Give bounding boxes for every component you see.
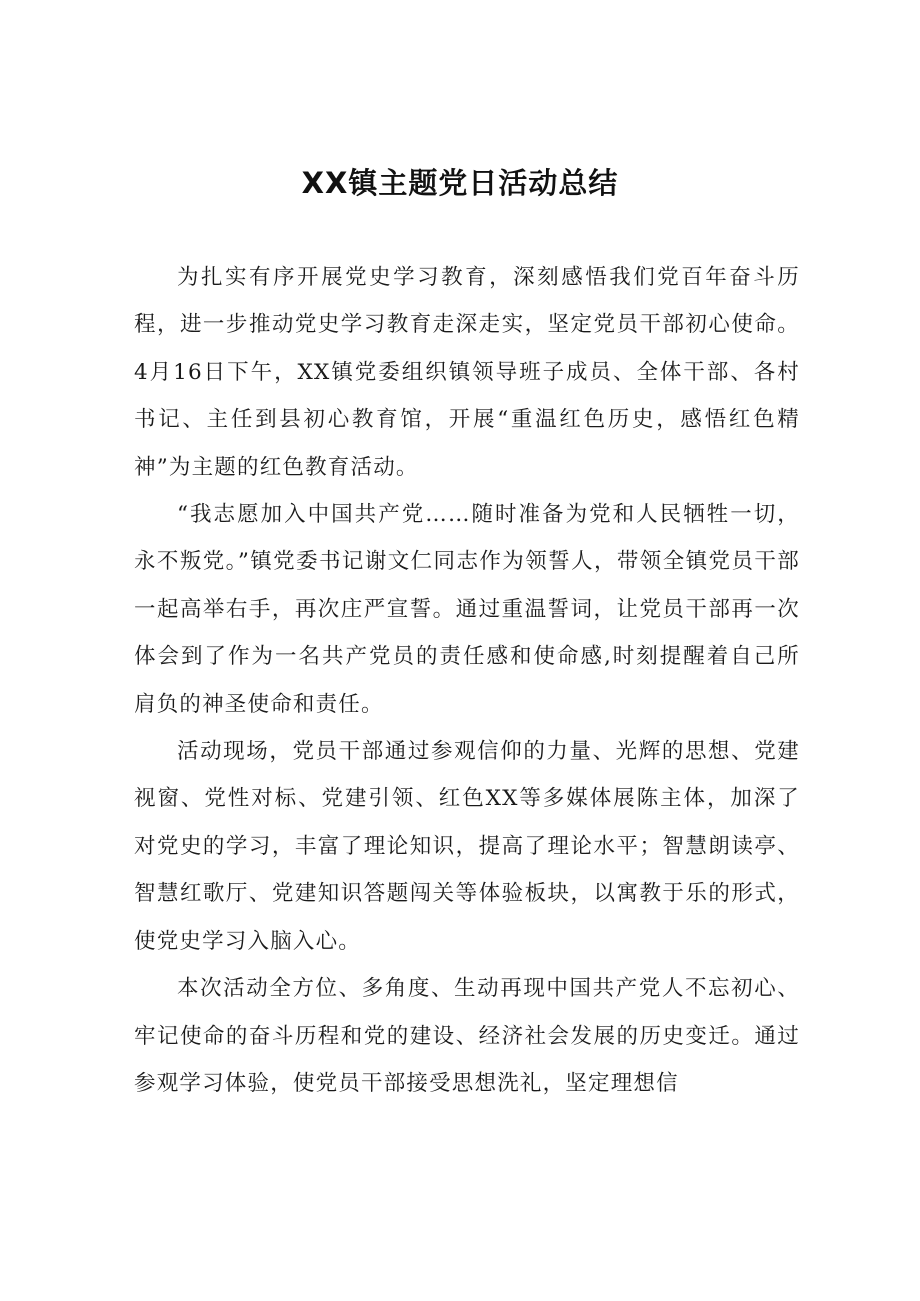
document-body xyxy=(134,254,800,1107)
paragraph-activity: 活动现场，党员干部通过参观信仰的力量、光辉的思想、党建视窗、党性对标、党建引领、红色XX等多媒体展陈主体，加深了对党史的学习，丰富了理论知识，提高了理论水平；智慧朗读亭、智慧红歌厅、党建知识答题闯关等体验板块，以寓教于乐的形式，使党史学习入脑入心。 xyxy=(134,739,800,954)
paragraph-summary: 本次活动全方位、多角度、生动再现中国共产党人不忘初心、牢记使命的奋斗历程和党的建设、经济社会发展的历史变迁。通过参观学习体验，使党员干部接受思想洗礼，坚定理想信 xyxy=(134,976,800,1096)
paragraph-oath: “我志愿加入中国共产党……随时准备为党和人民牺牲一切，永不叛党。”镇党委书记谢文仁同志作为领誓人，带领全镇党员干部一起高举右手，再次庄严宣誓。通过重温誓词，让党员干部再一次体会到了作为一名共产党员的责任感和使命感,时刻提醒着自己所肩负的神圣使命和责任。 xyxy=(134,502,800,717)
document-title: XX镇主题党日活动总结 xyxy=(301,166,619,200)
paragraph-intro: 为扎实有序开展党史学习教育，深刻感悟我们党百年奋斗历程，进一步推动党史学习教育走深走实，坚定党员干部初心使命。4月16日下午，XX镇党委组织镇领导班子成员、全体干部、各村书记、主任到县初心教育馆，开展“重温红色历史，感悟红色精神”为主题的红色教育活动。 xyxy=(134,265,800,480)
